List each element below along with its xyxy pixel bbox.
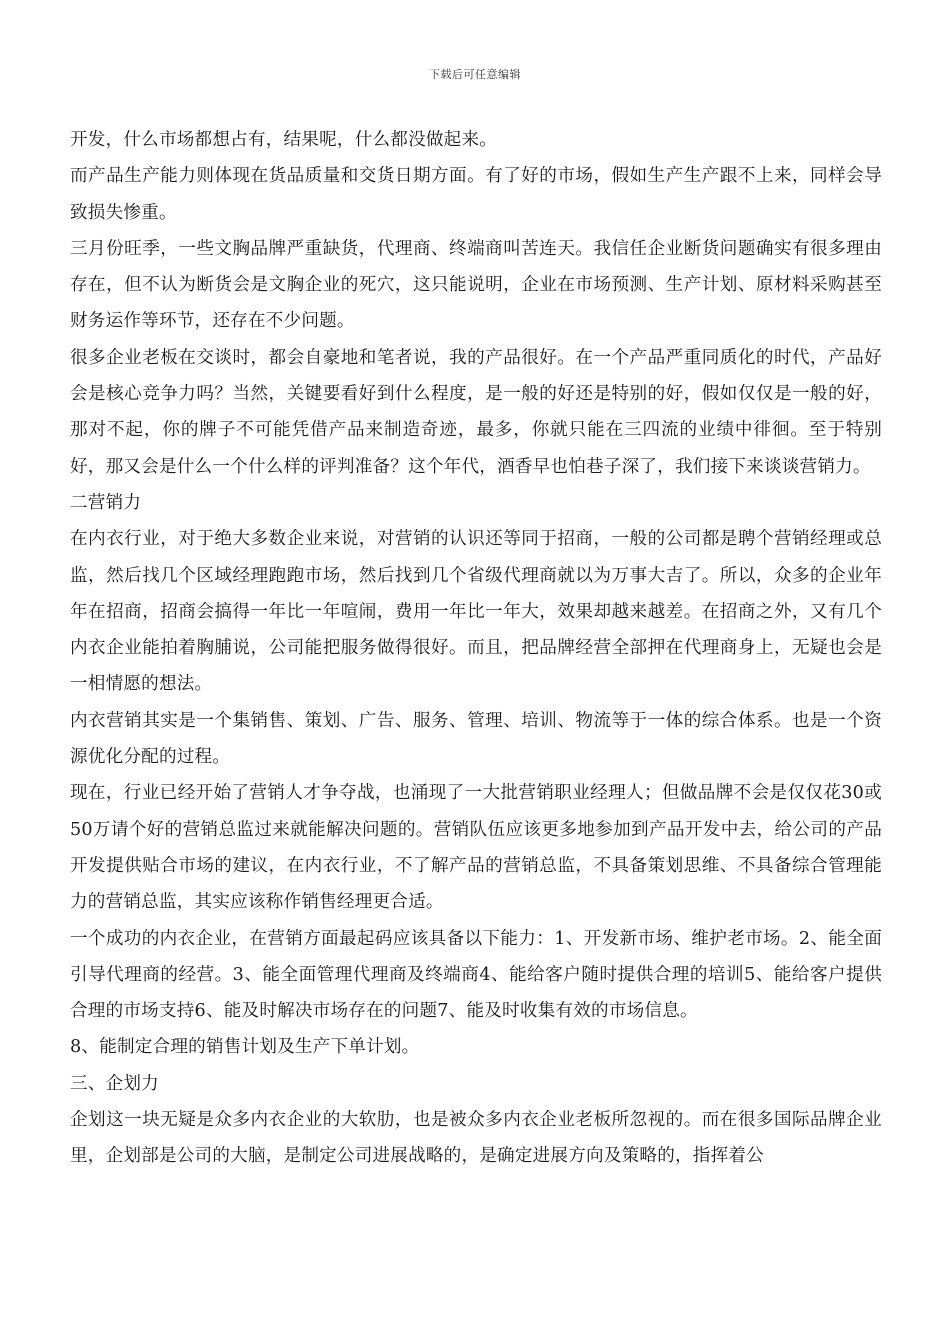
page-header: 下载后可任意编辑 xyxy=(429,68,521,81)
paragraph: 三月份旺季，一些文胸品牌严重缺货，代理商、终端商叫苦连天。我信任企业断货问题确实有很多理由存在，但不认为断货会是文胸企业的死穴，这只能说明，企业在市场预测、生产计划、原材料采购甚至财务运作等环节，还存在不少问题。 xyxy=(70,238,882,332)
paragraph: 企划这一块无疑是众多内衣企业的大软肋，也是被众多内衣企业老板所忽视的。而在很多国际品牌企业里，企划部是公司的大脑，是制定公司进展战略的，是确定进展方向及策略的，指挥着公 xyxy=(70,1110,882,1167)
paragraph: 一个成功的内衣企业，在营销方面最起码应该具备以下能力：1、开发新市场、维护老市场。2、能全面引导代理商的经营。3、能全面管理代理商及终端商4、能给客户随时提供合理的培训5、能给客户提供合理的市场支持6、能及时解决市场存在的问题7、能及时收集有效的市场信息。 xyxy=(70,928,882,1022)
paragraph: 在内衣行业，对于绝大多数企业来说，对营销的认识还等同于招商，一般的公司都是聘个营销经理或总监，然后找几个区域经理跑跑市场，然后找到几个省级代理商就以为万事大吉了。所以，众多的企业年年在招商，招商会搞得一年比一年喧闹，费用一年比一年大，效果却越来越差。在招商之外，又有几个内衣企业能拍着胸脯说，公司能把服务做得很好。而且，把品牌经营全部押在代理商身上，无疑也会是一相情愿的想法。 xyxy=(70,529,882,695)
paragraph: 而产品生产能力则体现在货品质量和交货日期方面。有了好的市场，假如生产生产跟不上来，同样会导致损失惨重。 xyxy=(70,166,882,223)
document-body xyxy=(70,122,882,1175)
paragraph: 开发，什么市场都想占有，结果呢，什么都没做起来。 xyxy=(70,130,498,150)
paragraph: 内衣营销其实是一个集销售、策划、广告、服务、管理、培训、物流等于一体的综合体系。也是一个资源优化分配的过程。 xyxy=(70,710,882,768)
paragraph: 8、能制定合理的销售计划及生产下单计划。 xyxy=(70,1037,420,1058)
section-heading: 三、企划力 xyxy=(70,1073,159,1094)
section-heading: 二营销力 xyxy=(70,492,142,513)
paragraph: 很多企业老板在交谈时，都会自豪地和笔者说，我的产品很好。在一个产品严重同质化的时代，产品好会是核心竞争力吗？当然，关键要看好到什么程度，是一般的好还是特别的好，假如仅仅是一般的好，那对不起，你的牌子不可能凭借产品来制造奇迹，最多，你就只能在三四流的业绩中徘徊。至于特别好，那又会是什么一个什么样的评判准备？这个年代，酒香早也怕巷子深了，我们接下来谈谈营销力。 xyxy=(70,347,882,477)
paragraph: 现在，行业已经开始了营销人才争夺战，也涌现了一大批营销职业经理人；但做品牌不会是仅仅花30或50万请个好的营销总监过来就能解决问题的。营销队伍应该更多地参加到产品开发中去，给公司的产品开发提供贴合市场的建议，在内衣行业，不了解产品的营销总监，不具备策划思维、不具备综合管理能力的营销总监，其实应该称作销售经理更合适。 xyxy=(70,783,882,913)
